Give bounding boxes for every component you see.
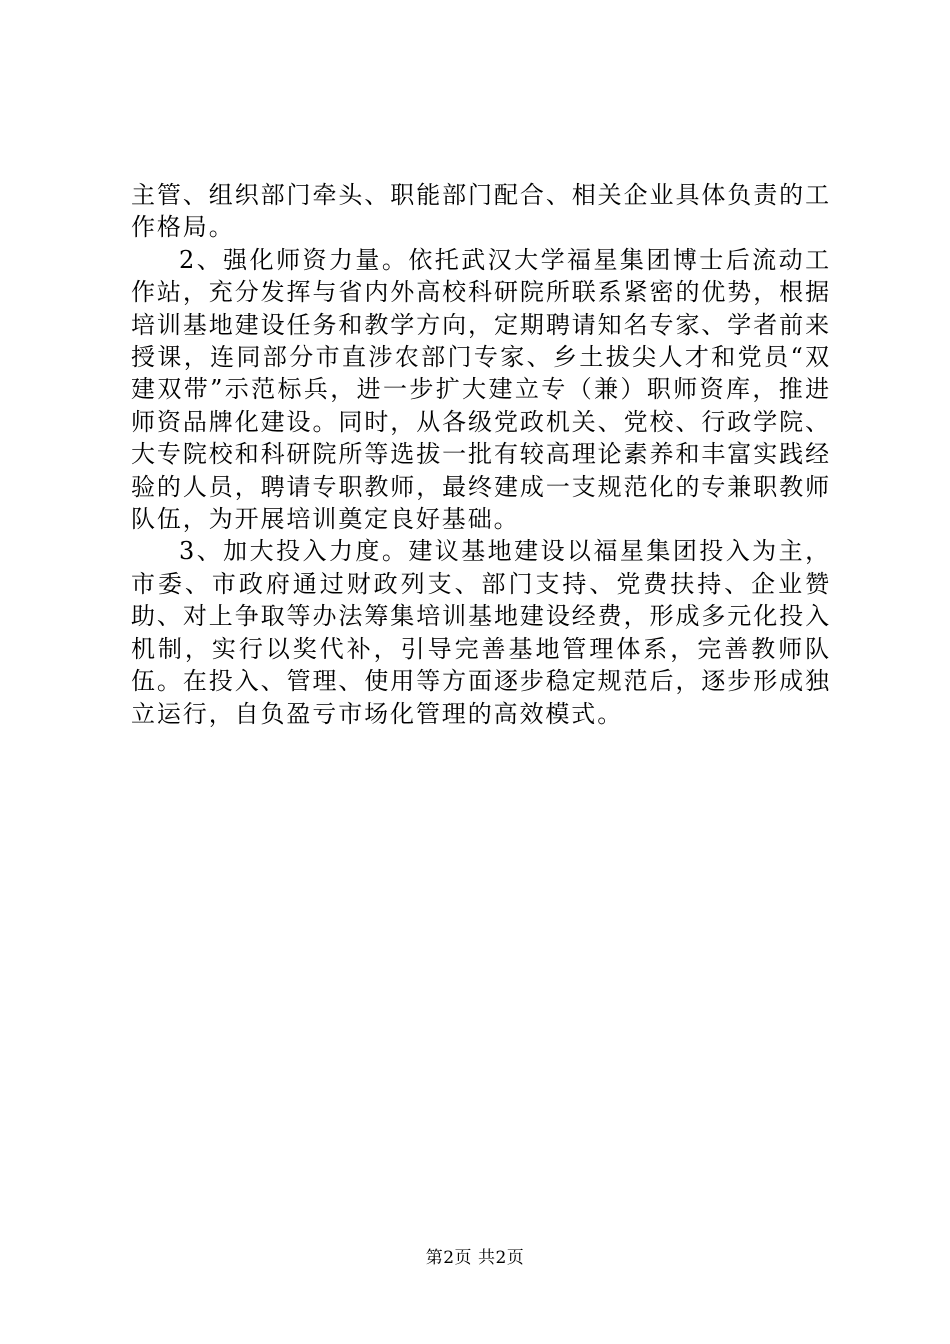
document-body — [131, 179, 831, 730]
paragraph-investment: 3、加大投入力度。建议基地建设以福星集团投入为主，市委、市政府通过财政列支、部门支持、党费扶持、企业赞助、对上争取等办法筹集培训基地建设经费，形成多元化投入机制，实行以奖代补，引导完善基地管理体系，完善教师队伍。在投入、管理、使用等方面逐步稳定规范后，逐步形成独立运行，自负盈亏市场化管理的高效模式。 — [131, 537, 831, 728]
paragraph-work-structure: 主管、组织部门牵头、职能部门配合、相关企业具体负责的工作格局。 — [131, 181, 831, 242]
page-footer: 第2页 共2页 — [425, 1248, 525, 1268]
paragraph-faculty-strength: 2、强化师资力量。依托武汉大学福星集团博士后流动工作站，充分发挥与省内外高校科研院所联系紧密的优势，根据培训基地建设任务和教学方向，定期聘请知名专家、学者前来授课，连同部分市直涉农部门专家、乡土拔尖人才和党员“双建双带”示范标兵，进一步扩大建立专（兼）职师资库，推进师资品牌化建设。同时，从各级党政机关、党校、行政学院、大专院校和科研院所等选拔一批有较高理论素养和丰富实践经验的人员，聘请专职教师，最终建成一支规范化的专兼职教师队伍，为开展培训奠定良好基础。 — [131, 245, 831, 534]
